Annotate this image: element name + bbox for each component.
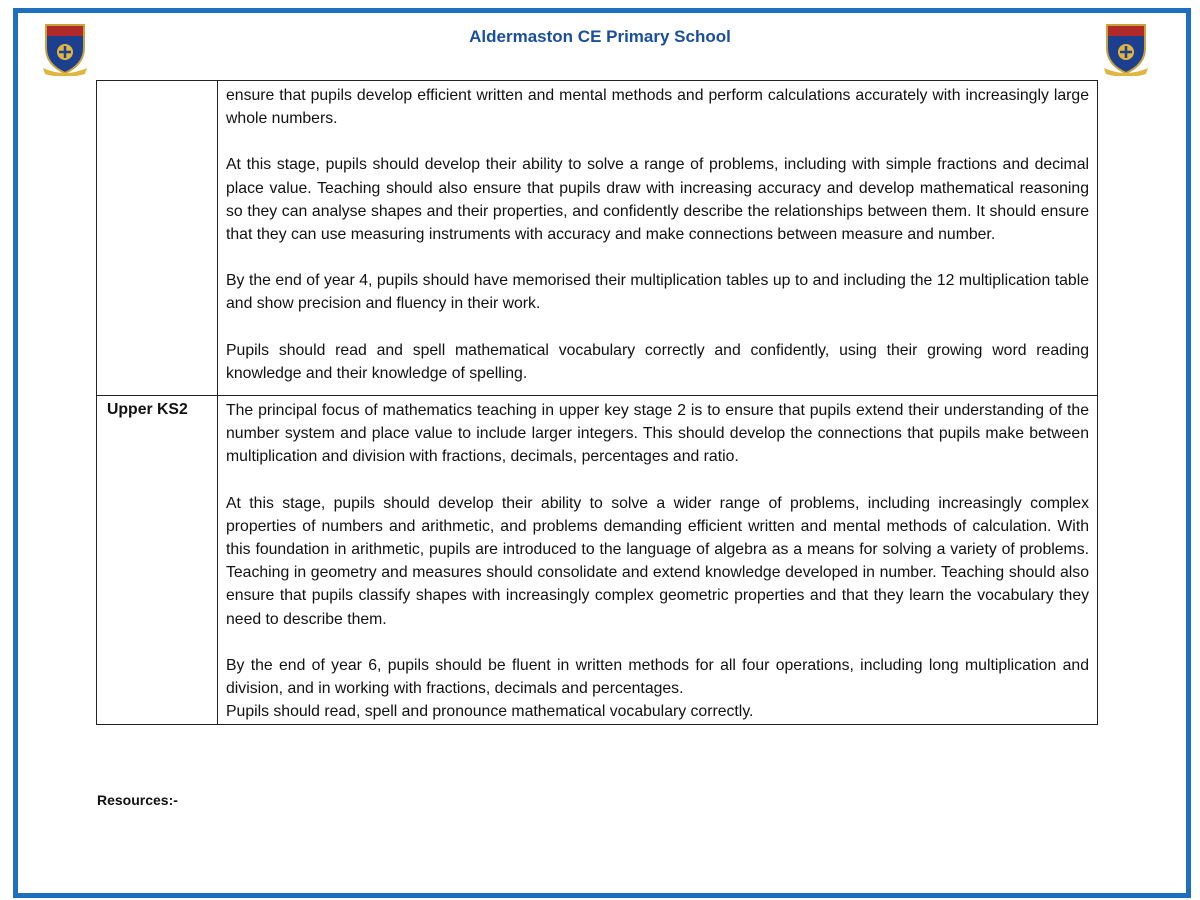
paragraph: Pupils should read, spell and pronounce mathematical vocabulary correctly. [226, 703, 754, 721]
school-name-heading: Aldermaston CE Primary School [469, 27, 731, 46]
stage-cell [97, 81, 218, 396]
resources-label: Resources:- [97, 792, 178, 808]
school-crest-icon [1104, 22, 1148, 76]
description-cell [218, 81, 1098, 396]
paragraph: The principal focus of mathematics teaching in upper key stage 2 is to ensure that pupils extend their understanding of the number system and place value to include larger integers. This should develop the connections that pupils make between multiplication and division with fractions, decimals, percentages and ratio. [226, 402, 1089, 466]
paragraph: By the end of year 6, pupils should be fluent in written methods for all four operations, including long multiplication and division, and in working with fractions, decimals and percentages. [226, 656, 1089, 698]
paragraph: By the end of year 4, pupils should have memorised their multiplication tables up to and including the 12 multiplication table and show precision and fluency in their work. [226, 272, 1089, 313]
paragraph: ensure that pupils develop efficient written and mental methods and perform calculations accurately with increasingly large whole numbers. [226, 87, 1089, 128]
stage-cell: Upper KS2 [97, 396, 218, 725]
paragraph: Pupils should read and spell mathematical vocabulary correctly and confidently, using their growing word reading knowledge and their knowledge of spelling. [226, 341, 1089, 382]
table-row [97, 396, 1098, 725]
description-cell [218, 396, 1098, 725]
curriculum-table [96, 80, 1098, 725]
paragraph: At this stage, pupils should develop their ability to solve a wider range of problems, including increasingly complex properties of numbers and arithmetic, and problems demanding efficient written and mental methods of calculation. With this foundation in arithmetic, pupils are introduced to the language of algebra as a means for solving a variety of problems. Teaching in geometry and measures should consolidate and extend knowledge developed in number. Teaching should also ensure that pupils classify shapes with increasingly complex geometric properties and that they learn the vocabulary they need to describe them. [226, 494, 1089, 628]
paragraph: At this stage, pupils should develop their ability to solve a range of problems, including with simple fractions and decimal place value. Teaching should also ensure that pupils draw with increasing accuracy and develop mathematical reasoning so they can analyse shapes and their properties, and confidently describe the relationships between them. It should ensure that they can use measuring instruments with accuracy and make connections between measure and number. [226, 156, 1089, 244]
table-row [97, 81, 1098, 396]
